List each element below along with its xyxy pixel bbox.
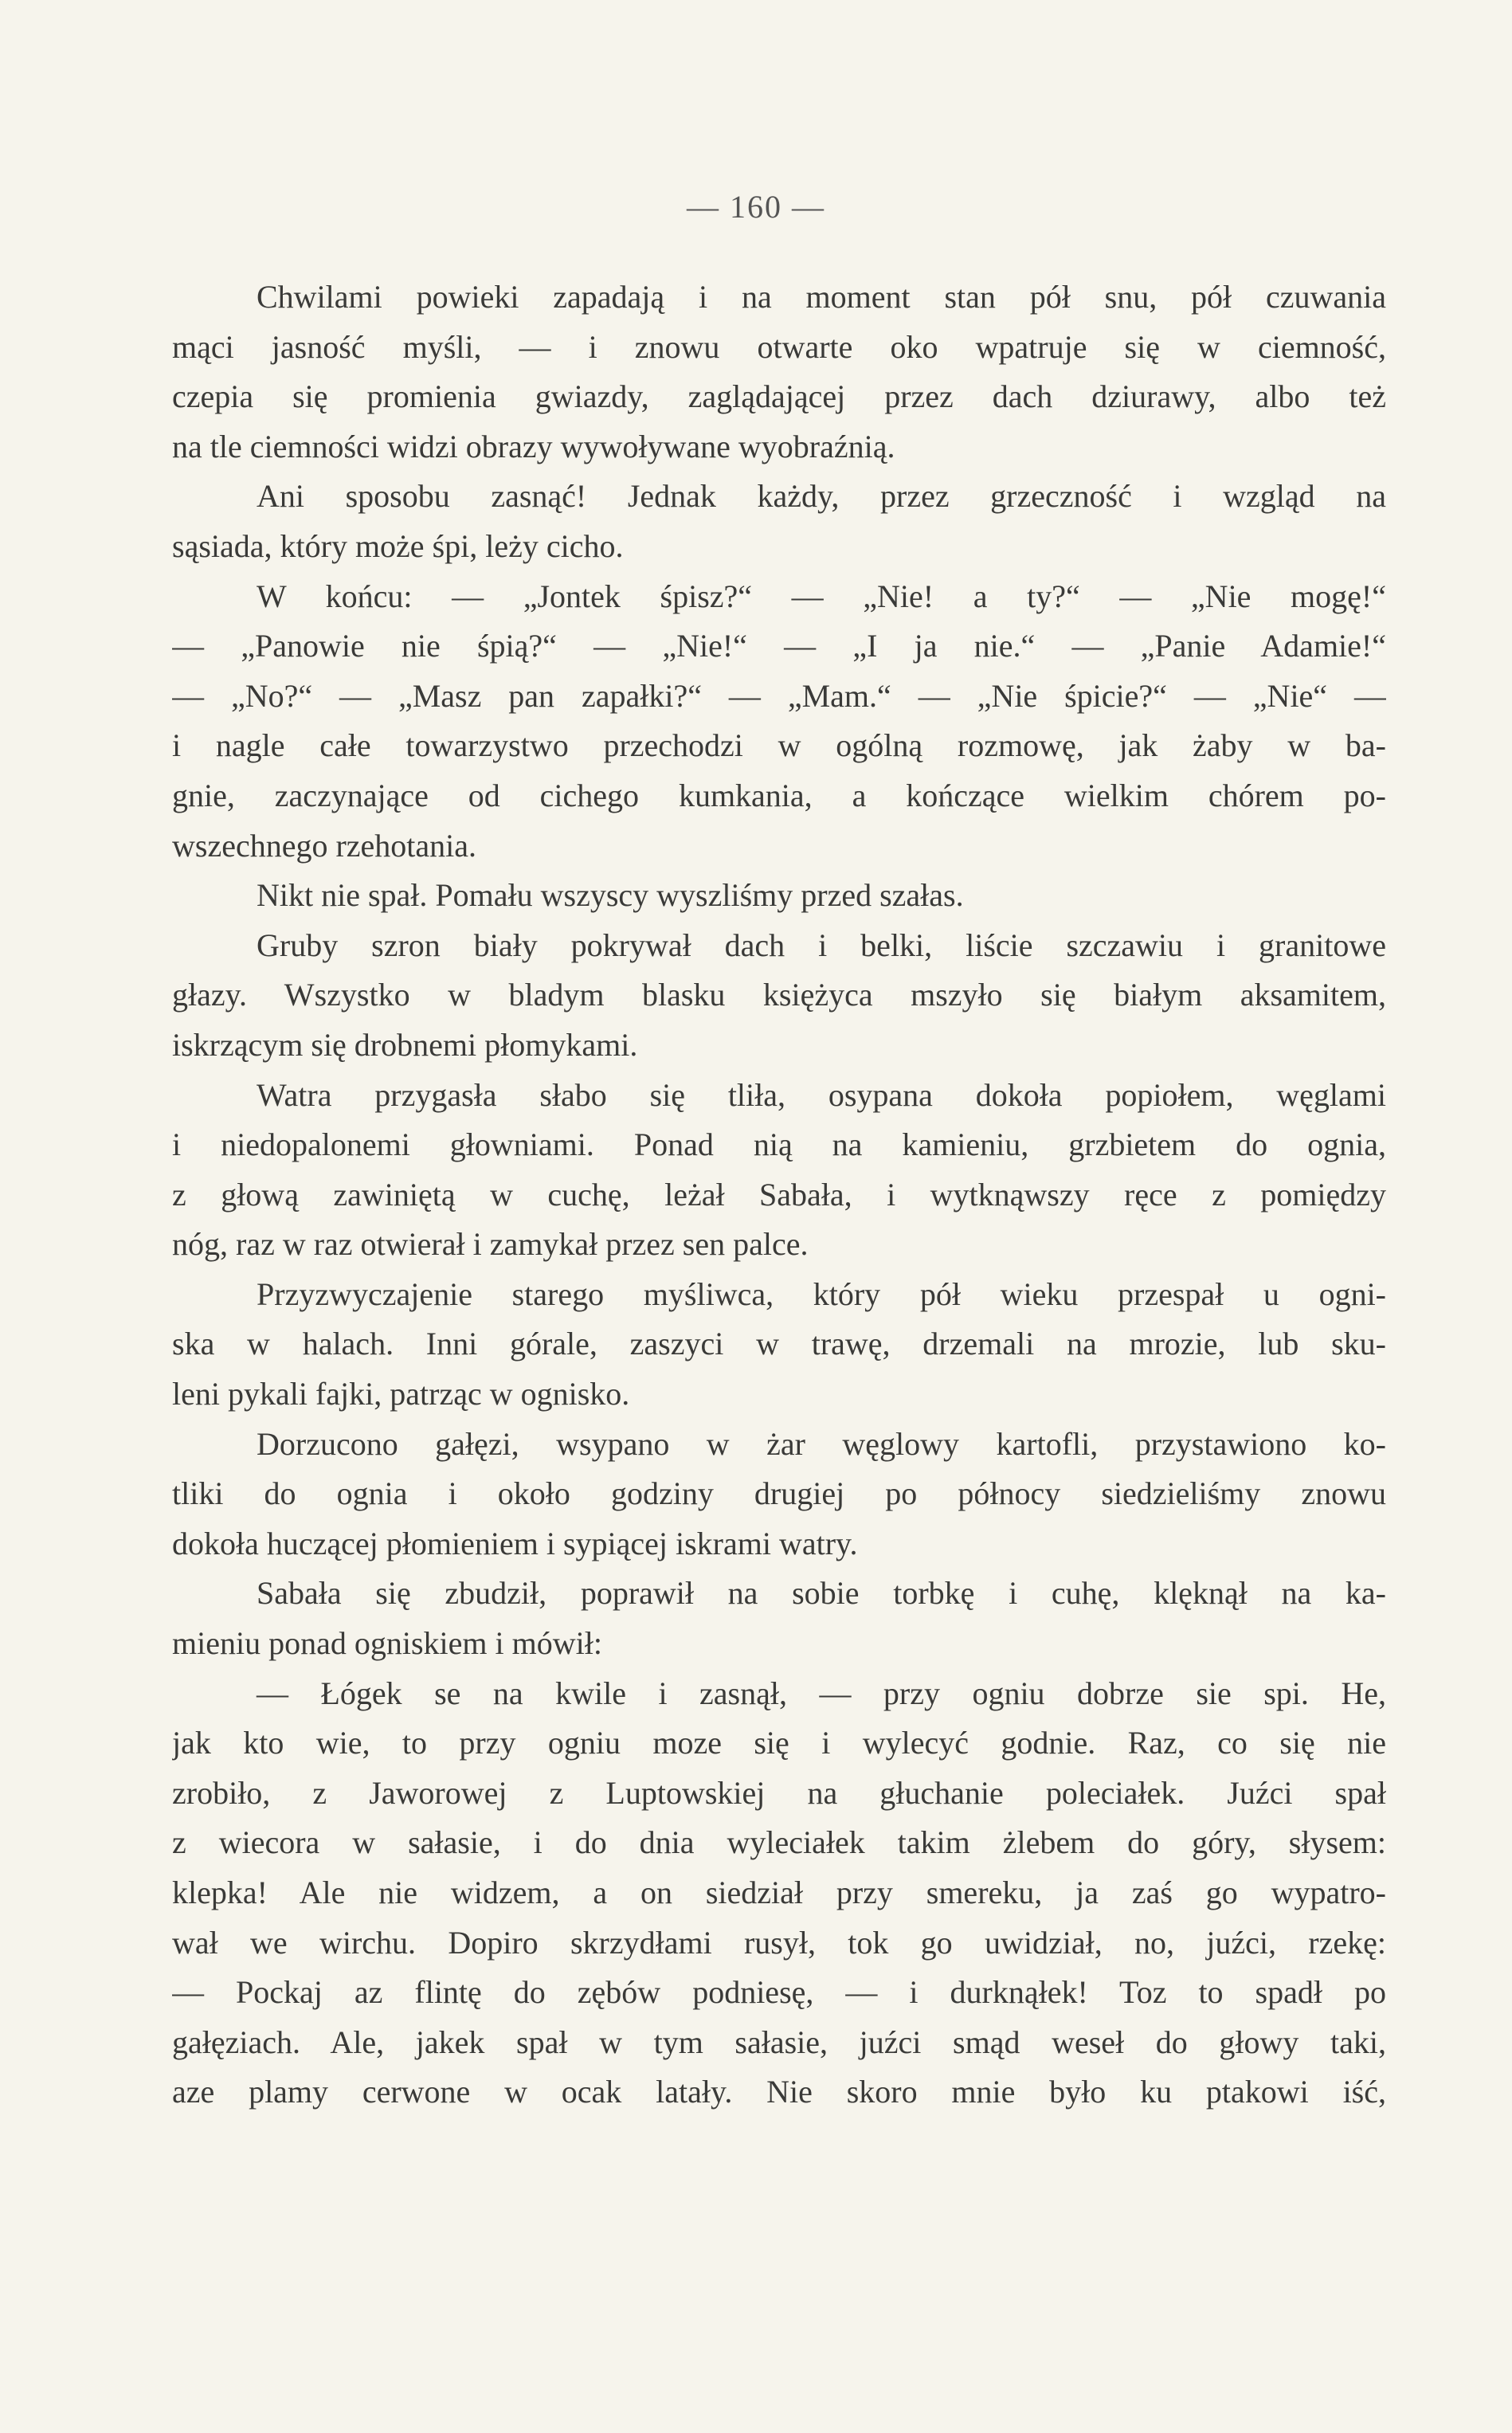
page-number: — 160 — [687, 189, 825, 225]
text-line: klepka! Ale nie widzem, a on siedział przy smereku, ja zaś go wypatro- [172, 1875, 1386, 1910]
text-line: W końcu: — „Jontek śpisz?“ — „Nie! a ty?“ — „Nie mogę!“ [257, 578, 1386, 614]
text-line: Watra przygasła słabo się tliła, osypana dokoła popiołem, węglami [257, 1076, 1386, 1113]
text-line: leni pykali fajki, patrząc w ognisko. [172, 1376, 630, 1412]
text-line: wszechnego rzehotania. [172, 827, 477, 864]
text-line: mieniu ponad ogniskiem i mówił: [172, 1625, 602, 1662]
text-line: na tle ciemności widzi obrazy wywoływane wyobraźnią. [172, 428, 895, 464]
text-line: Nikt nie spał. Pomału wszyscy wyszliśmy przed szałas. [257, 877, 964, 914]
text-line: z głową zawiniętą w cuchę, leżał Sabała, i wytknąwszy ręce z pomiędzy [172, 1176, 1386, 1213]
text-line: mąci jasność myśli, — i znowu otwarte oko wpatruje się w ciemność, [172, 328, 1386, 365]
text-line: — Pockaj az flintę do zębów podniesę, — i durknąłek! Toz to spadł po [172, 1974, 1386, 2011]
text-line: sąsiada, który może śpi, leży cicho. [172, 527, 624, 564]
text-line: tliki do ognia i około godziny drugiej po północy siedzieliśmy znowu [172, 1475, 1386, 1512]
text-line: Sabała się zbudził, poprawił na sobie torbkę i cuhę, klęknął na ka- [257, 1575, 1386, 1612]
text-line: Chwilami powieki zapadają i na moment stan pół snu, pół czuwania [257, 279, 1386, 315]
text-line: Gruby szron biały pokrywał dach i belki, liście szczawiu i granitowe [257, 927, 1386, 963]
text-line: Ani sposobu zasnąć! Jednak każdy, przez grzeczność i wzgląd na [257, 478, 1386, 515]
text-line: i niedopalonemi głowniami. Ponad nią na kamieniu, grzbietem do ognia, [172, 1126, 1386, 1163]
text-line: iskrzącym się drobnemi płomykami. [172, 1026, 638, 1063]
text-line: — „No?“ — „Masz pan zapałki?“ — „Mam.“ — „Nie śpicie?“ — „Nie“ — [172, 677, 1386, 714]
body-text [172, 272, 1386, 2118]
text-line: aze plamy cerwone w ocak latały. Nie skoro mnie było ku ptakowi iść, [172, 2074, 1386, 2110]
text-line: i nagle całe towarzystwo przechodzi w ogólną rozmowę, jak żaby w ba- [172, 727, 1386, 764]
text-line: czepia się promienia gwiazdy, zaglądającej przez dach dziurawy, albo też [172, 378, 1386, 415]
text-line: głazy. Wszystko w bladym blasku księżyca mszyło się białym aksamitem, [172, 977, 1386, 1013]
text-line: gałęziach. Ale, jakek spał w tym sałasie, juźci smąd weseł do głowy taki, [172, 2024, 1386, 2060]
text-line: — Łógek se na kwile i zasnął, — przy ogniu dobrze sie spi. He, [257, 1675, 1386, 1711]
text-line: jak kto wie, to przy ogniu moze się i wylecyć godnie. Raz, co się nie [172, 1725, 1386, 1761]
text-line: nóg, raz w raz otwierał i zamykał przez sen palce. [172, 1226, 809, 1263]
text-line: Dorzucono gałęzi, wsypano w żar węglowy kartofli, przystawiono ko- [257, 1425, 1386, 1462]
text-line: zrobiło, z Jaworowej z Luptowskiej na głuchanie poleciałek. Juźci spał [172, 1774, 1386, 1811]
text-line: ska w halach. Inni górale, zaszyci w trawę, drzemali na mrozie, lub sku- [172, 1326, 1386, 1362]
text-line: — „Panowie nie śpią?“ — „Nie!“ — „I ja nie.“ — „Panie Adamie!“ [172, 628, 1386, 664]
text-line: z wiecora w sałasie, i do dnia wyleciałek takim żlebem do góry, słysem: [172, 1824, 1386, 1861]
text-line: Przyzwyczajenie starego myśliwca, który pół wieku przespał u ogni- [257, 1275, 1386, 1312]
text-line: dokoła huczącej płomieniem i sypiącej iskrami watry. [172, 1525, 858, 1561]
text-line: wał we wirchu. Dopiro skrzydłami rusył, tok go uwidział, no, juźci, rzekę: [172, 1924, 1386, 1961]
text-line: gnie, zaczynające od cichego kumkania, a kończące wielkim chórem po- [172, 777, 1386, 813]
